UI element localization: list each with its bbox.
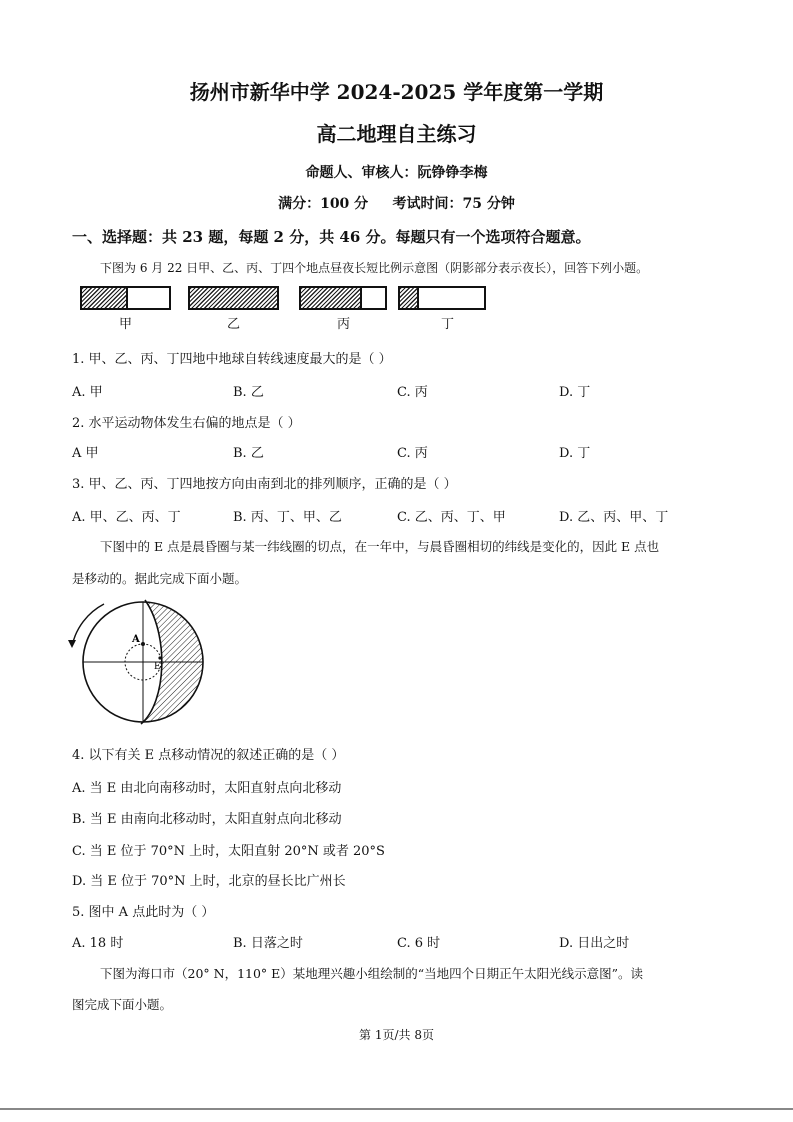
q5-option-a: A. 18 时: [72, 936, 124, 951]
point-e: [158, 656, 161, 659]
page-footer: 第 1页/共 8页: [359, 1028, 434, 1042]
bar-ding: [398, 286, 486, 310]
q3-option-c: C. 乙、丙、丁、甲: [397, 510, 506, 525]
bar-label: 乙: [227, 317, 241, 332]
q2-option-a: A 甲: [72, 446, 99, 461]
doc-authors: 命题人、审核人：阮铮铮李梅: [305, 165, 488, 181]
q4-option-a: A. 当 E 由北向南移动时，太阳直射点向北移动: [72, 781, 342, 796]
intro-text-3-line1: 下图为海口市（20° N，110° E）某地理兴趣小组绘制的“当地四个日期正午太阳光线示意图”。读: [100, 966, 644, 981]
q4-option-b: B. 当 E 由南向北移动时，太阳直射点向北移动: [72, 812, 342, 827]
q5-option-c: C. 6 时: [397, 936, 441, 951]
q4-option-d: D. 当 E 位于 70°N 上时，北京的昼长比广州长: [72, 874, 346, 889]
q3-option-a: A. 甲、乙、丙、丁: [72, 510, 181, 525]
doc-title: 扬州市新华中学 2024-2025 学年度第一学期: [189, 80, 604, 104]
q4-option-c: C. 当 E 位于 70°N 上时，太阳直射 20°N 或者 20°S: [72, 844, 385, 859]
question-4: 4. 以下有关 E 点移动情况的叙述正确的是（ ）: [72, 748, 345, 763]
q3-option-b: B. 丙、丁、甲、乙: [233, 510, 342, 525]
section-heading: 一、选择题：共 23 题，每题 2 分，共 46 分。每题只有一个选项符合题意。: [72, 228, 591, 246]
point-a: [141, 642, 145, 646]
night-shade: [82, 288, 128, 308]
q1-option-b: B. 乙: [233, 385, 264, 400]
label-a: A: [132, 634, 140, 645]
q3-option-d: D. 乙、丙、甲、丁: [559, 510, 669, 525]
q1-option-c: C. 丙: [397, 385, 428, 400]
intro-text-1: 下图为 6 月 22 日甲、乙、丙、丁四个地点昼夜长短比例示意图（阴影部分表示夜长），回答下列小题。: [100, 261, 649, 275]
intro-text-2-line2: 是移动的。据此完成下面小题。: [72, 571, 248, 586]
night-shade: [301, 288, 362, 308]
question-1: 1. 甲、乙、丙、丁四地中地球自转线速度最大的是（ ）: [72, 352, 392, 367]
bar-label: 甲: [119, 317, 133, 332]
q1-option-a: A. 甲: [72, 385, 103, 400]
doc-subtitle: 高二地理自主练习: [316, 122, 477, 146]
question-5: 5. 图中 A 点此时为（ ）: [72, 905, 215, 920]
question-2: 2. 水平运动物体发生右偏的地点是（ ）: [72, 416, 301, 431]
bar-label: 丙: [337, 317, 351, 332]
bar-yi: [188, 286, 279, 310]
night-shade: [400, 288, 419, 308]
terminator-globe-figure: [68, 594, 218, 732]
bar-bing: [299, 286, 387, 310]
question-3: 3. 甲、乙、丙、丁四地按方向由南到北的排列顺序，正确的是（ ）: [72, 477, 457, 492]
bar-jia: [80, 286, 171, 310]
page-bottom-rule: [0, 1108, 793, 1110]
intro-text-3-line2: 图完成下面小题。: [72, 997, 173, 1012]
q2-option-d: D. 丁: [559, 446, 591, 461]
night-shade: [190, 288, 277, 308]
q5-option-b: B. 日落之时: [233, 936, 303, 951]
label-e: E: [154, 662, 161, 672]
q5-option-d: D. 日出之时: [559, 936, 630, 951]
q1-option-d: D. 丁: [559, 385, 591, 400]
doc-meta: 满分：100 分 考试时间：75 分钟: [278, 196, 515, 212]
intro-text-2-line1: 下图中的 E 点是晨昏圈与某一纬线圈的切点，在一年中，与晨昏圈相切的纬线是变化的，因此 E 点也: [100, 539, 660, 554]
bar-label: 丁: [441, 317, 455, 332]
rotation-arrowhead: [68, 640, 76, 648]
q2-option-b: B. 乙: [233, 446, 264, 461]
q2-option-c: C. 丙: [397, 446, 428, 461]
